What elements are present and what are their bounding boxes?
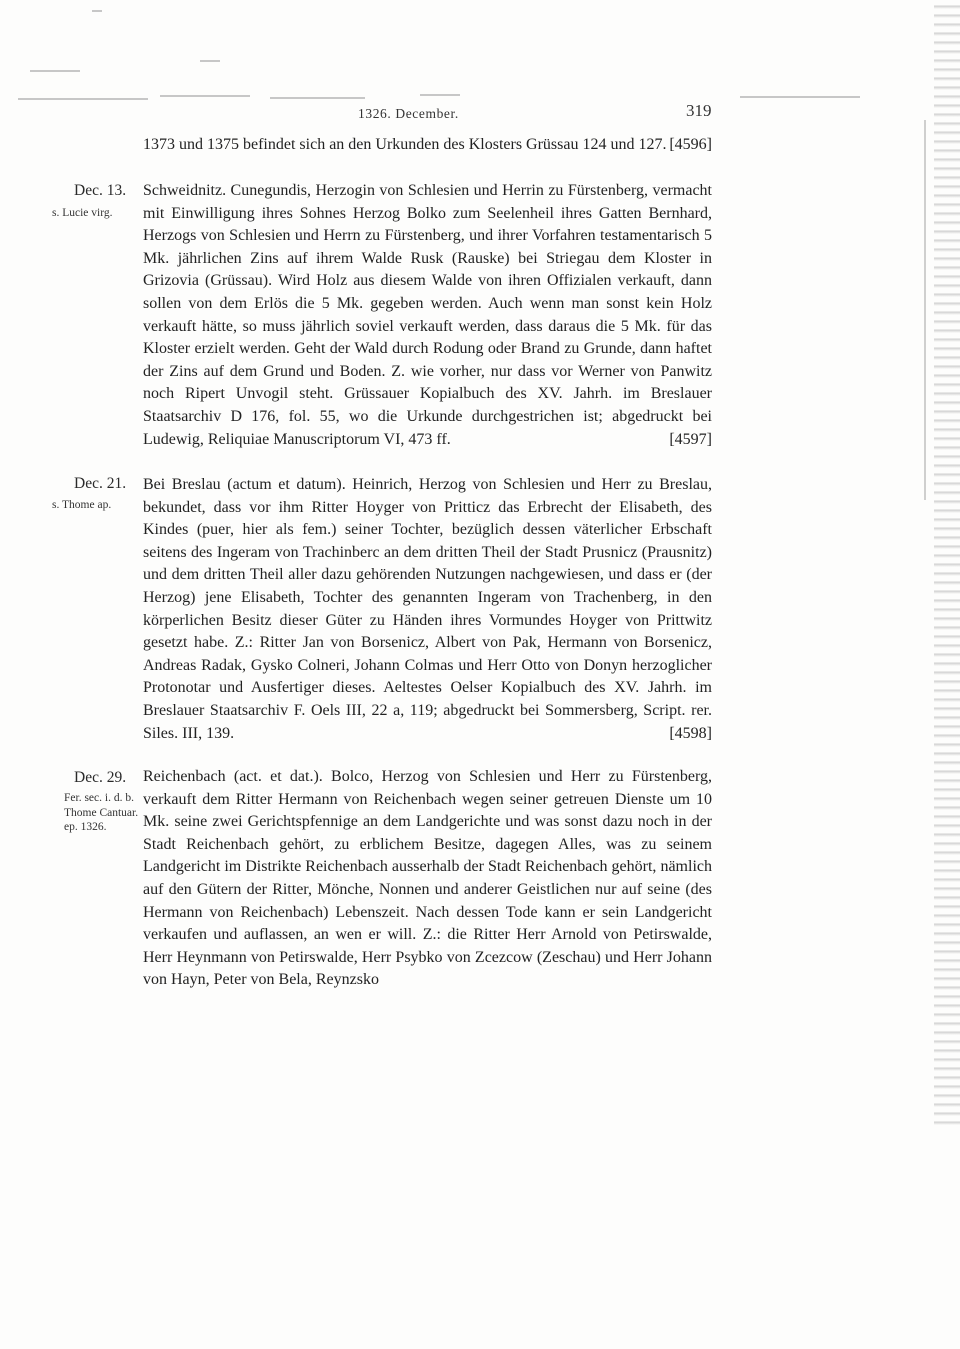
entry-number: [4596] [669, 136, 712, 153]
running-head: 1326. December. [358, 106, 459, 121]
entry-paragraph: Schweidnitz. Cunegundis, Herzogin von Schlesien und Herrin zu Fürstenberg, vermacht mit Einwilligung ihres Sohnes Herzog Bolko zum Seelenheil ihres Gatten Bernhard, Herzogs von Schlesien und Herrn zu Fürstenberg, und ihrer Vorfahren testamentarisch 5 Mk. jährlichen Zins auf ihrem Walde Rusk (Rauske) bei Striegau dem Kloster in Grizovia (Grüssau). Wird Holz aus diesem Walde von ihren Offizialen verkauft, dann sollen von dem Erlös die 5 Mk. gegeben werden. Auch wenn man sonst kein Holz verkauft hätte, so muss jährlich soviel verkauft werden, dass daraus die 5 Mk. für das Kloster erzielt werden. Geht der Wald durch Rodung oder Brand zu Grunde, dann haftet der Zins auf dem Grund und Boden. Z. wie vorher, nur dass vor Werner von Panwitz noch Ripert Unvogil steht. Grüssauer Kopialbuch des XV. Jahrh. im Breslauer Staatsarchiv D 176, fol. 55, wo die Urkunde durchgestrichen ist; abgedruckt bei Ludewig, Reliquiae Manuscriptorum VI, 473 ff. [143, 182, 712, 448]
page-number: 319 [686, 101, 712, 120]
entry-date: Dec. 29. [74, 769, 127, 786]
entry-text [143, 134, 712, 157]
entry-number: [4597] [669, 430, 712, 448]
entry-text [143, 766, 712, 992]
entry-feast-day: s. Lucie virg. [52, 207, 113, 219]
scan-edge-line [924, 120, 926, 500]
entry-date: Dec. 21. [74, 475, 127, 492]
entry-paragraph: Reichenbach (act. et dat.). Bolco, Herzog von Schlesien und Herr zu Fürstenberg, verkauft dem Ritter Hermann von Reichenbach wegen seiner getreuen Dienste um 10 Mk. seine zwei Gerichtspfennige an dem Landgerichte und was sonst dazu noch in der Stadt Reichenbach gehört, zu erblichem Besitze, dagegen Alles, was zu seinem Landgericht im Distrikte Reichenbach ausserhalb der Stadt Reichenbach gehört, nämlich auf den Gütern der Ritter, Mönche, Nonnen und anderer Geistlichen nur auf seine (des Hermann von Reichenbach) Lebenszeit. Nach dessen Tode kann er sein Landgericht verkaufen und auflassen, an wen er will. Z.: die Ritter Herr Arnold von Petirswalde, Herr Heynmann von Petirswalde, Herr Psybko von Zcezcow (Zeschau) und Herr Johann von Hayn, Peter von Bela, Reynzsko [143, 768, 712, 989]
entry-feast-day: s. Thome ap. [52, 499, 112, 511]
entry-paragraph: Bei Breslau (actum et datum). Heinrich, Herzog von Schlesien und Herr zu Breslau, bekundet, dass vor ihm Ritter Hoyger von Pritticz das Erbrecht der Elisabeth, des Kindes (puer, hier als fem.) seiner Tochter, bezüglich dessen väterlicher Erbschaft seitens des Ingeram von Trachinberc an dem dritten Theil der Stadt Prusnicz (Prausnitz) und dem dritten Theil aller dazu gehörenden Nutzungen nachgewiesen, und dass er (der Herzog) jene Elisabeth, Tochter des genannten Ingeram von Trachenberg, in den körperlichen Besitz dieser Güter zu Händen ihres Vormundes Hoyger von Prittwitz gesetzt habe. Z.: Ritter Jan von Borsenicz, Albert von Pak, Hermann von Borsenicz, Andreas Radak, Gysko Colneri, Johann Colmas und Herr Otto von Donyn herzoglicher Protonotar und Ausfertiger dieses. Aeltestes Oelser Kopialbuch des XV. Jahrh. im Breslauer Staatsarchiv F. Oels III, 22 a, 119; abgedruckt bei Sommersberg, Script. rer. Siles. III, 139. [143, 476, 712, 742]
entry-text [143, 180, 712, 451]
entry-number: [4598] [669, 724, 712, 742]
entry-text [143, 474, 712, 745]
page-header [0, 101, 960, 125]
entry-feast-day: Fer. sec. i. d. b. Thome Cantuar. ep. 1326. [64, 792, 139, 833]
entry-date: Dec. 13. [74, 182, 127, 199]
scan-edge-right [934, 0, 960, 1130]
entry-paragraph: 1373 und 1375 befindet sich an den Urkunden des Klosters Grüssau 124 und 127. [143, 136, 667, 153]
